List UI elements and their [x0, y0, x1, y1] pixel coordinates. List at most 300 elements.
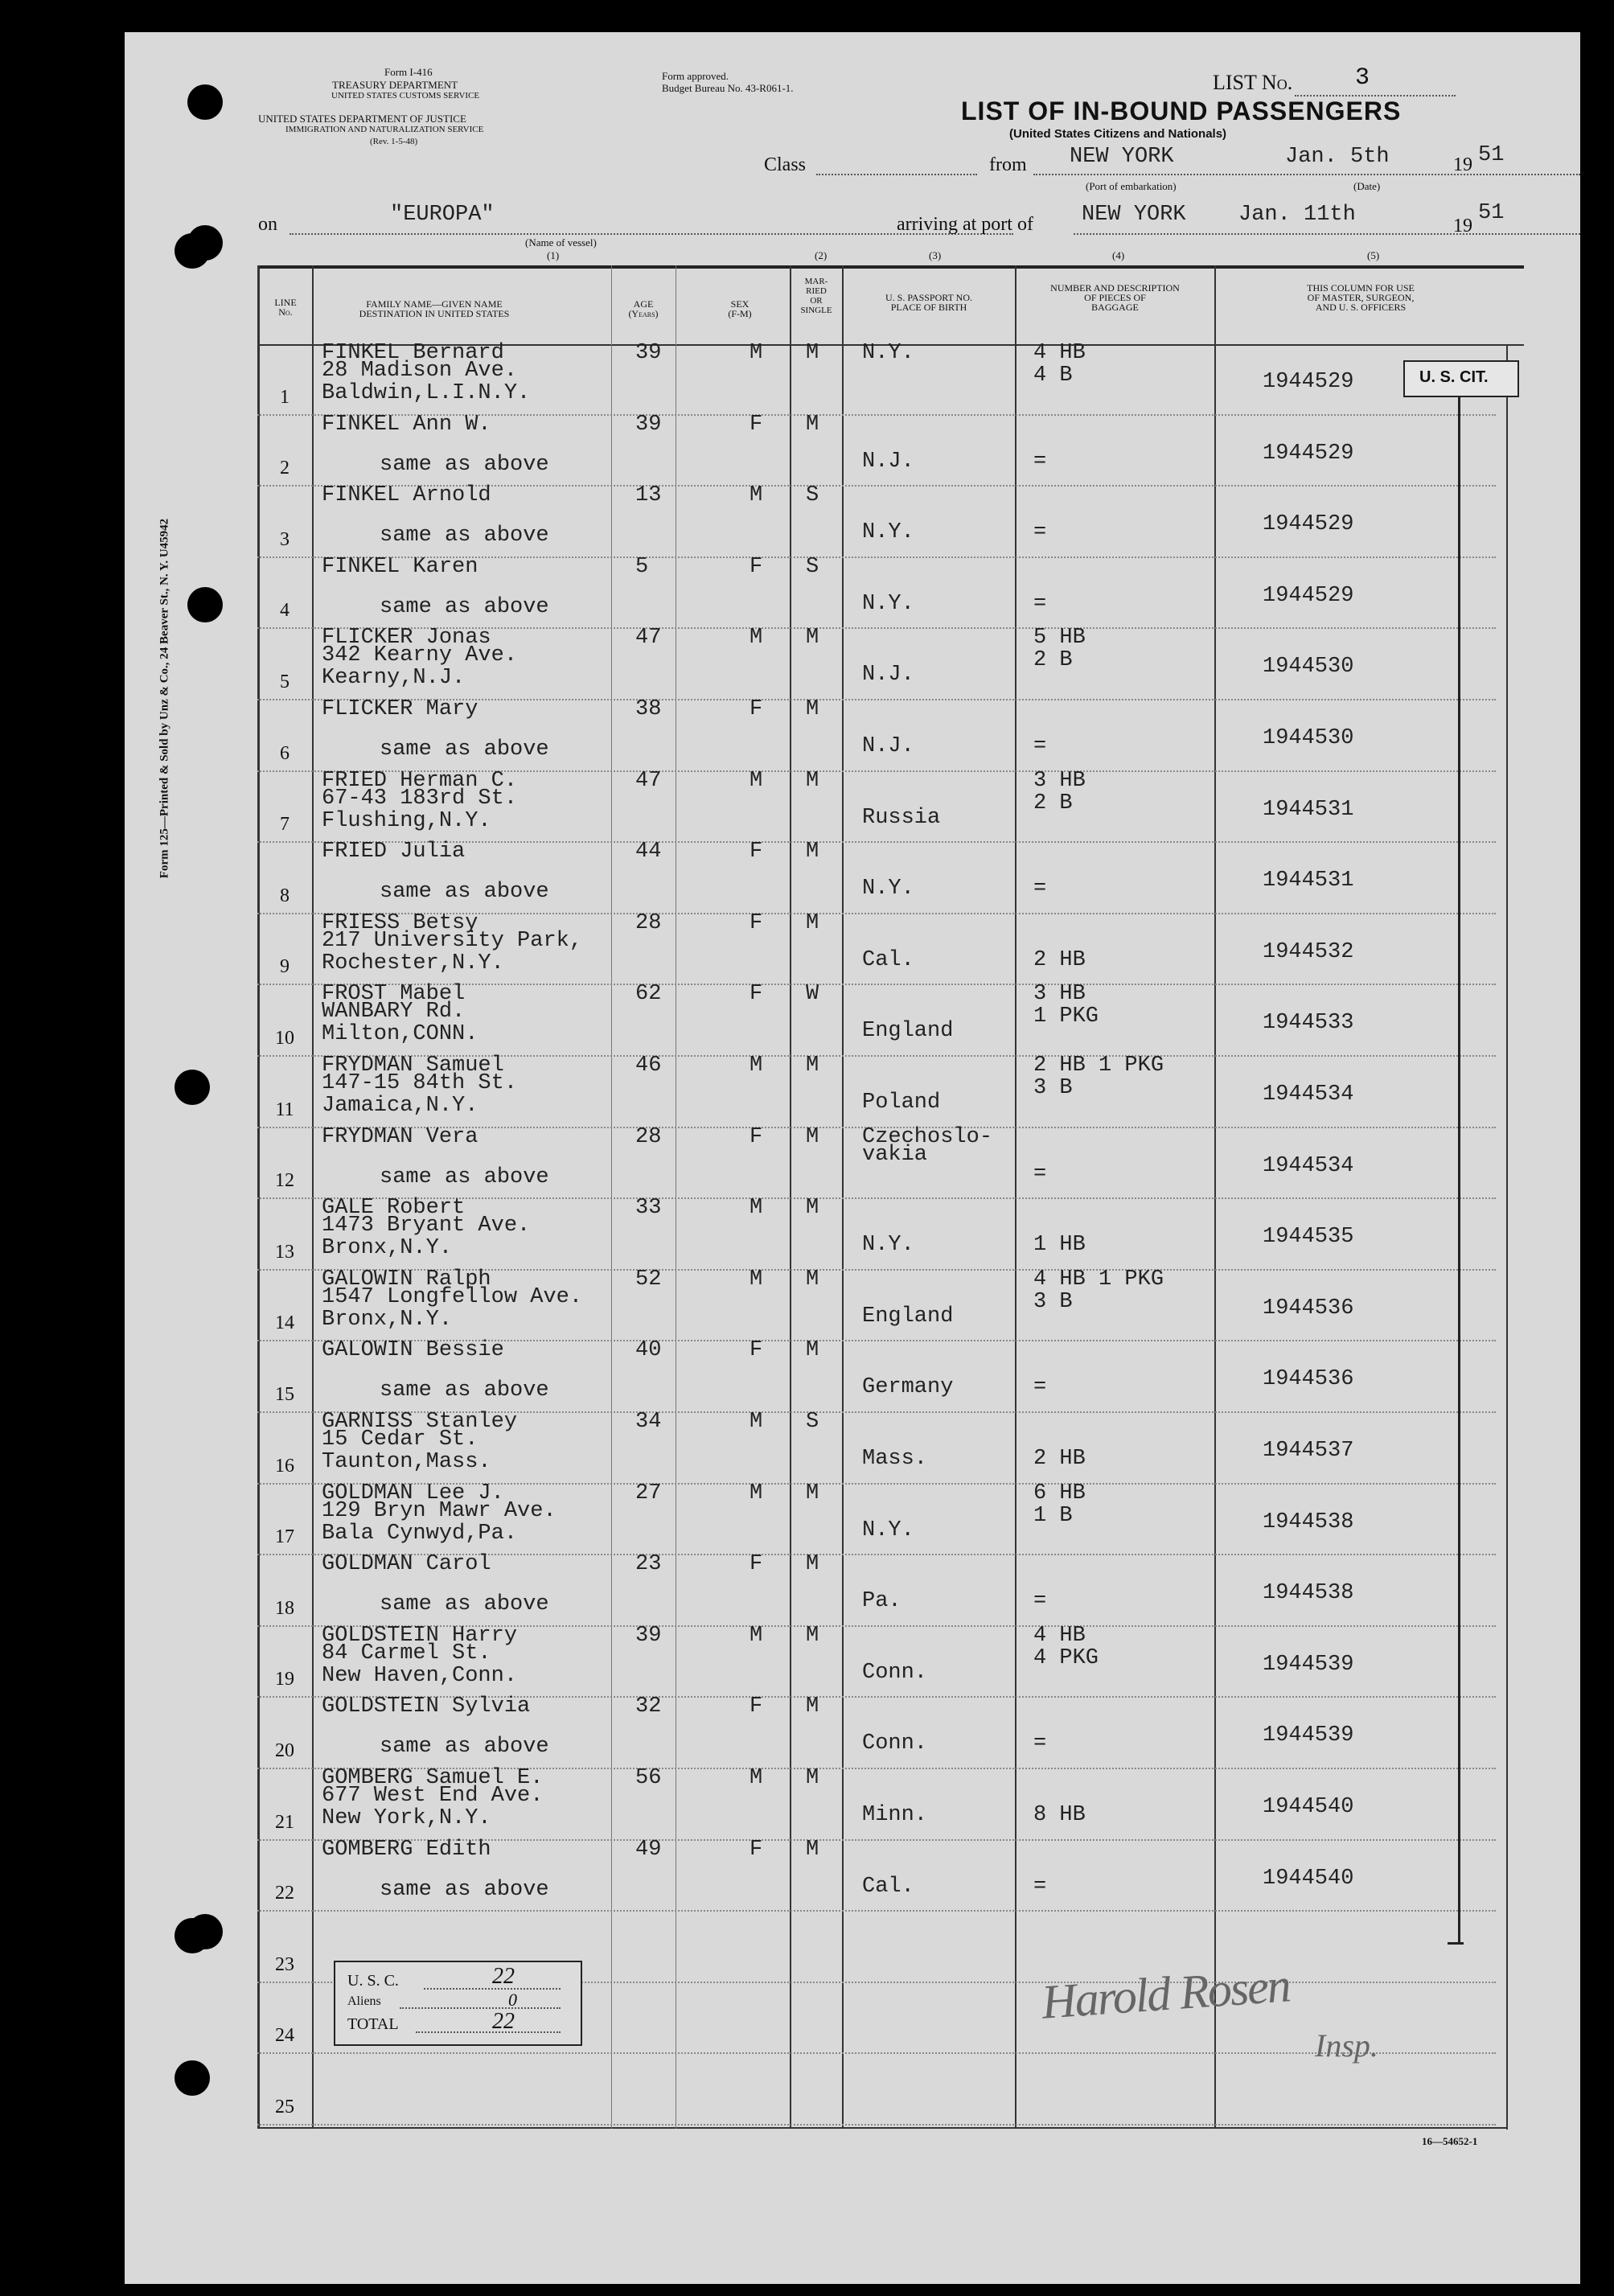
age-value: 27: [635, 1481, 662, 1505]
sex-value: M: [750, 1410, 763, 1434]
col-header-sex: SEX (F-M): [728, 298, 752, 319]
marital-value: M: [806, 768, 819, 793]
passenger-name: FRIED Herman C.: [322, 768, 518, 793]
inspector-title: Insp.: [1315, 2027, 1378, 2064]
table-row: [257, 341, 1508, 417]
officer-number: 1944537: [1263, 1439, 1354, 1463]
aliens-count: 0: [508, 1990, 517, 2010]
marital-value: M: [806, 1623, 819, 1648]
address-city: same as above: [380, 452, 549, 477]
address-city: same as above: [380, 1378, 549, 1403]
col-header-line-no: LINE No.: [274, 297, 297, 318]
officer-number: 1944534: [1263, 1153, 1354, 1178]
vessel-name: "EUROPA": [390, 203, 495, 227]
line-number: 11: [275, 1099, 294, 1120]
baggage-line-1: 4 HB: [1033, 1623, 1086, 1648]
us-cit-bracket: [1458, 396, 1460, 1944]
address-city: Taunton,Mass.: [322, 1450, 491, 1474]
birthplace-value-2: Germany: [862, 1375, 954, 1400]
passenger-name: FLICKER Jonas: [322, 626, 491, 651]
birthplace-value-2: Minn.: [862, 1803, 928, 1827]
baggage-line-2: =: [1033, 449, 1047, 474]
col-ref-4: (4): [1112, 249, 1125, 261]
line-number: 15: [275, 1383, 294, 1405]
birthplace-value-2: England: [862, 1304, 954, 1329]
us-cit-stamp-text: U. S. CIT.: [1419, 368, 1489, 386]
sex-value: M: [750, 1766, 763, 1790]
table-row: [257, 1837, 1508, 1914]
baggage-line-2: 4 PKG: [1033, 1645, 1099, 1670]
passenger-name: FRIESS Betsy: [322, 910, 478, 935]
table-row: [257, 1267, 1508, 1344]
footer-code: 16—54652-1: [1422, 2135, 1478, 2147]
officer-number: 1944536: [1263, 1367, 1354, 1392]
officer-number: 1944534: [1263, 1082, 1354, 1107]
baggage-line-1: 4 HB 1 PKG: [1033, 1267, 1164, 1292]
from-port: NEW YORK: [1070, 145, 1174, 169]
line-number: 10: [275, 1027, 294, 1049]
passenger-name: GOLDSTEIN Harry: [322, 1623, 518, 1648]
sex-value: F: [750, 554, 763, 579]
revision: (Rev. 1-5-48): [370, 137, 418, 146]
age-value: 13: [635, 483, 662, 508]
age-value: 40: [635, 1338, 662, 1363]
passenger-rows: [257, 341, 1508, 2127]
table-row: [257, 1338, 1508, 1415]
baggage-line-2: 1 B: [1033, 1503, 1073, 1528]
col-header-age: AGE (Years): [628, 298, 659, 319]
age-value: 39: [635, 1623, 662, 1648]
marital-value: M: [806, 1196, 819, 1221]
birthplace-value-2: Cal.: [862, 1874, 914, 1899]
arrival-line: [1074, 233, 1580, 235]
passenger-name: FINKEL Karen: [322, 554, 478, 579]
officer-number: 1944533: [1263, 1011, 1354, 1036]
arrival-year: 51: [1478, 201, 1505, 225]
arrival-year-prefix: 19: [1453, 216, 1472, 236]
baggage-line-1: 3 HB: [1033, 982, 1086, 1007]
baggage-line-2: 2 HB: [1033, 1447, 1086, 1471]
row-divider: [257, 2124, 1496, 2126]
col-header-passport: U. S. PASSPORT NO. PLACE OF BIRTH: [885, 292, 972, 313]
sex-value: F: [750, 1552, 763, 1577]
officer-number: 1944536: [1263, 1296, 1354, 1321]
sex-value: M: [750, 626, 763, 651]
table-row: [257, 1124, 1508, 1201]
passenger-name: FINKEL Ann W.: [322, 412, 491, 437]
officer-number: 1944538: [1263, 1509, 1354, 1534]
officer-number: 1944539: [1263, 1652, 1354, 1677]
passenger-name: GALE Robert: [322, 1196, 466, 1221]
passenger-name: FRYDMAN Samuel: [322, 1054, 504, 1078]
table-row: [257, 1766, 1508, 1842]
arrival-date: Jan. 11th: [1238, 203, 1356, 227]
address-city: same as above: [380, 737, 549, 762]
passenger-name: FINKEL Bernard: [322, 341, 504, 365]
baggage-line-2: =: [1033, 877, 1047, 902]
punch-hole: [187, 225, 223, 261]
marital-value: W: [806, 982, 819, 1007]
birthplace-value-2: N.Y.: [862, 591, 914, 616]
marital-value: M: [806, 412, 819, 437]
address-city: same as above: [380, 524, 549, 548]
marital-value: M: [806, 1552, 819, 1577]
punch-hole: [187, 84, 223, 120]
line-number: 13: [275, 1241, 294, 1263]
port-embark-caption: (Port of embarkation): [1086, 180, 1177, 192]
table-row: [257, 768, 1508, 845]
sex-value: M: [750, 1623, 763, 1648]
punch-hole: [175, 1070, 210, 1105]
address-city: Baldwin,L.I.N.Y.: [322, 381, 531, 405]
officer-number: 1944530: [1263, 726, 1354, 750]
col-ref-3: (3): [929, 249, 942, 261]
col-header-baggage: NUMBER AND DESCRIPTION OF PIECES OF BAGGAGE: [1050, 282, 1180, 313]
manifest-table: [257, 265, 1520, 2129]
marital-value: M: [806, 1054, 819, 1078]
line-number: 24: [275, 2025, 294, 2047]
marital-value: M: [806, 1766, 819, 1790]
col-ref-2: (2): [815, 249, 828, 261]
passenger-name: FLICKER Mary: [322, 697, 478, 721]
sex-value: F: [750, 840, 763, 865]
birthplace-value-2: Conn.: [862, 1660, 928, 1685]
passenger-name: GALOWIN Ralph: [322, 1267, 491, 1292]
line-number: 21: [275, 1811, 294, 1833]
officer-number: 1944540: [1263, 1866, 1354, 1891]
officer-number: 1944530: [1263, 655, 1354, 680]
age-value: 33: [635, 1196, 662, 1221]
address-city: New York,N.Y.: [322, 1806, 491, 1830]
address-city: same as above: [380, 594, 549, 619]
manifest-subtitle: (United States Citizens and Nationals): [1009, 127, 1227, 141]
baggage-line-2: 2 B: [1033, 791, 1073, 815]
address-city: Bronx,N.Y.: [322, 1236, 453, 1261]
line-number: 8: [280, 885, 290, 906]
sex-value: M: [750, 1196, 763, 1221]
birthplace-value-2: N.J.: [862, 734, 914, 758]
customs-service: UNITED STATES CUSTOMS SERVICE: [331, 91, 480, 101]
birthplace-value: Czechoslo-: [862, 1124, 993, 1149]
totals-box: [334, 1961, 582, 2046]
address-city: same as above: [380, 1877, 549, 1902]
age-value: 56: [635, 1766, 662, 1790]
passenger-name: GOLDMAN Carol: [322, 1552, 491, 1577]
line-number: 4: [280, 600, 290, 622]
table-row: [257, 1196, 1508, 1272]
sex-value: M: [750, 341, 763, 365]
sex-value: F: [750, 1338, 763, 1363]
on-label: on: [258, 214, 277, 235]
baggage-line-2: =: [1033, 1731, 1047, 1756]
from-date: Jan. 5th: [1285, 145, 1390, 169]
class-line: [816, 174, 977, 175]
table-row: [257, 626, 1508, 702]
baggage-line-1: 6 HB: [1033, 1481, 1086, 1505]
total-count: 22: [492, 2009, 515, 2034]
baggage-line-2: 3 B: [1033, 1076, 1073, 1100]
manifest-page: [125, 32, 1580, 2284]
officer-number: 1944539: [1263, 1723, 1354, 1748]
form-approved: Form approved.: [662, 70, 729, 82]
marital-value: M: [806, 341, 819, 365]
address-city: Jamaica,N.Y.: [322, 1094, 478, 1118]
sex-value: F: [750, 982, 763, 1007]
table-row: [257, 1054, 1508, 1130]
address-city: New Haven,Conn.: [322, 1663, 518, 1688]
passenger-name: GOLDMAN Lee J.: [322, 1481, 504, 1505]
baggage-line-2: =: [1033, 1161, 1047, 1186]
marital-value: M: [806, 1694, 819, 1719]
address-street: 67-43 183rd St.: [322, 786, 518, 811]
address-street: 28 Madison Ave.: [322, 359, 518, 383]
age-value: 39: [635, 341, 662, 365]
baggage-line-2: =: [1033, 1375, 1047, 1400]
passenger-name: GOMBERG Samuel E.: [322, 1766, 544, 1790]
age-value: 39: [635, 412, 662, 437]
marital-value: M: [806, 1267, 819, 1292]
address-city: Bronx,N.Y.: [322, 1307, 453, 1332]
age-value: 38: [635, 697, 662, 721]
address-city: same as above: [380, 1164, 549, 1189]
address-city: Bala Cynwyd,Pa.: [322, 1521, 518, 1546]
justice-dept: UNITED STATES DEPARTMENT OF JUSTICE: [258, 113, 466, 125]
passenger-name: GOLDSTEIN Sylvia: [322, 1694, 531, 1719]
address-street: 677 West End Ave.: [322, 1784, 544, 1808]
passenger-name: FRYDMAN Vera: [322, 1124, 478, 1149]
table-row: [257, 910, 1508, 988]
table-row: [257, 1552, 1508, 1629]
table-row: [257, 483, 1508, 560]
birthplace-value-2: England: [862, 1019, 954, 1044]
list-no-value: 3: [1355, 64, 1370, 92]
table-top-border: [257, 265, 1524, 269]
treasury-dept: TREASURY DEPARTMENT: [332, 79, 458, 91]
form-number: Form I-416: [384, 66, 433, 78]
marital-value: M: [806, 910, 819, 935]
baggage-line-2: 4 B: [1033, 363, 1073, 388]
table-row: [257, 1694, 1508, 1771]
birthplace-value-2: Russia: [862, 805, 941, 830]
col-header-officers: THIS COLUMN FOR USE OF MASTER, SURGEON, AND U. S. OFFICERS: [1307, 282, 1415, 313]
officer-number: 1944535: [1263, 1225, 1354, 1250]
age-value: 62: [635, 982, 662, 1007]
baggage-line-1: 3 HB: [1033, 768, 1086, 793]
row-divider: [257, 1910, 1496, 1912]
line-number: 12: [275, 1170, 294, 1192]
age-value: 28: [635, 910, 662, 935]
table-row: [257, 1481, 1508, 1558]
sex-value: F: [750, 1837, 763, 1862]
manifest-title: LIST OF IN-BOUND PASSENGERS: [961, 97, 1402, 125]
line-number: 6: [280, 742, 290, 764]
sex-value: F: [750, 1124, 763, 1149]
table-row: [257, 554, 1508, 631]
birthplace-value-2: vakia: [862, 1142, 928, 1167]
arrival-port: NEW YORK: [1082, 203, 1186, 227]
officer-number: 1944529: [1263, 370, 1354, 394]
table-row: [257, 412, 1508, 489]
age-value: 47: [635, 626, 662, 651]
address-street: WANBARY Rd.: [322, 1000, 466, 1025]
col-header-name: FAMILY NAME—GIVEN NAME DESTINATION IN UNITED STATES: [359, 298, 510, 319]
address-street: 84 Carmel St.: [322, 1641, 491, 1666]
age-value: 44: [635, 840, 662, 865]
marital-value: M: [806, 840, 819, 865]
address-street: 147-15 84th St.: [322, 1071, 518, 1095]
baggage-line-2: 3 B: [1033, 1289, 1073, 1314]
line-number: 25: [275, 2096, 294, 2117]
table-row: [257, 697, 1508, 774]
total-line: [416, 2031, 561, 2033]
marital-value: M: [806, 1124, 819, 1149]
line-number: 3: [280, 528, 290, 550]
side-printer-text: Form 125—Printed & Sold by Unz & Co., 24 Beaver St., N. Y. U45942: [158, 518, 171, 879]
line-number: 9: [280, 956, 290, 978]
table-row: [257, 1410, 1508, 1486]
birthplace-value-2: N.Y.: [862, 520, 914, 545]
officer-number: 1944532: [1263, 939, 1354, 964]
line-number: 18: [275, 1597, 294, 1619]
baggage-line-1: 2 HB 1 PKG: [1033, 1054, 1164, 1078]
line-number: 19: [275, 1669, 294, 1690]
birthplace-value-2: N.J.: [862, 449, 914, 474]
birthplace-value-2: N.Y.: [862, 1233, 914, 1258]
line-number: 20: [275, 1739, 294, 1761]
baggage-line-2: 2 B: [1033, 648, 1073, 673]
line-number: 17: [275, 1526, 294, 1548]
address-city: same as above: [380, 1735, 549, 1760]
col-ref-5: (5): [1367, 249, 1380, 261]
officer-number: 1944538: [1263, 1581, 1354, 1606]
sex-value: F: [750, 1694, 763, 1719]
baggage-line-2: =: [1033, 591, 1047, 616]
passenger-name: FROST Mabel: [322, 982, 466, 1007]
marital-value: M: [806, 1481, 819, 1505]
birthplace-value-2: N.J.: [862, 663, 914, 688]
sex-value: M: [750, 483, 763, 508]
from-year: 51: [1478, 143, 1505, 167]
address-city: same as above: [380, 1592, 549, 1617]
table-row: [257, 982, 1508, 1058]
birthplace-value-2: N.Y.: [862, 877, 914, 902]
baggage-line-2: =: [1033, 1589, 1047, 1614]
officer-number: 1944531: [1263, 869, 1354, 893]
us-cit-stamp: [1403, 360, 1519, 397]
passenger-name: GOMBERG Edith: [322, 1837, 491, 1862]
table-bottom-border: [257, 2127, 1508, 2129]
marital-value: S: [806, 554, 819, 579]
baggage-line-2: 8 HB: [1033, 1803, 1086, 1827]
age-value: 5: [635, 554, 649, 579]
passenger-name: FINKEL Arnold: [322, 483, 491, 508]
year-prefix: 19: [1453, 154, 1472, 175]
total-label: TOTAL: [347, 2015, 399, 2033]
sex-value: M: [750, 768, 763, 793]
line-number: 22: [275, 1883, 294, 1904]
baggage-line-2: =: [1033, 520, 1047, 545]
birthplace-value-2: Cal.: [862, 947, 914, 972]
passenger-name: GALOWIN Bessie: [322, 1338, 504, 1363]
line-number: 14: [275, 1312, 294, 1334]
vessel-caption: (Name of vessel): [525, 236, 597, 248]
list-no-label: LIST No.: [1213, 71, 1293, 94]
col-ref-1: (1): [547, 249, 560, 261]
usc-count: 22: [492, 1964, 515, 1989]
class-label: Class: [764, 154, 807, 175]
baggage-line-2: 2 HB: [1033, 947, 1086, 972]
baggage-line-2: 1 HB: [1033, 1233, 1086, 1258]
line-number: 7: [280, 814, 290, 836]
sex-value: F: [750, 412, 763, 437]
from-line: [1033, 174, 1580, 175]
age-value: 49: [635, 1837, 662, 1862]
aliens-line: [400, 2007, 561, 2009]
line-number: 1: [280, 386, 290, 408]
line-number: 2: [280, 458, 290, 479]
baggage-line-2: =: [1033, 1874, 1047, 1899]
baggage-line-1: 5 HB: [1033, 626, 1086, 651]
passenger-name: GARNISS Stanley: [322, 1410, 518, 1434]
marital-value: S: [806, 1410, 819, 1434]
age-value: 52: [635, 1267, 662, 1292]
ins-service: IMMIGRATION AND NATURALIZATION SERVICE: [285, 125, 484, 134]
sex-value: F: [750, 697, 763, 721]
punch-hole: [175, 2060, 210, 2096]
sex-value: M: [750, 1267, 763, 1292]
address-city: Milton,CONN.: [322, 1022, 478, 1047]
address-street: 1547 Longfellow Ave.: [322, 1284, 583, 1309]
officer-number: 1944531: [1263, 797, 1354, 822]
address-street: 15 Cedar St.: [322, 1427, 478, 1452]
from-label: from: [989, 154, 1027, 175]
age-value: 32: [635, 1694, 662, 1719]
age-value: 34: [635, 1410, 662, 1434]
birthplace-value-2: Conn.: [862, 1731, 928, 1756]
budget-bureau: Budget Bureau No. 43-R061-1.: [662, 82, 794, 94]
punch-hole: [187, 587, 223, 622]
address-city: same as above: [380, 880, 549, 905]
line-number: 23: [275, 1953, 294, 1975]
arriving-label: arriving at port of: [897, 214, 1033, 235]
officer-number: 1944529: [1263, 441, 1354, 466]
col-header-married: MAR- RIED OR SINGLE: [800, 277, 832, 315]
birthplace-value-2: Mass.: [862, 1447, 928, 1471]
birthplace-value-2: N.Y.: [862, 1518, 914, 1542]
birthplace-value: N.Y.: [862, 341, 914, 365]
punch-hole: [175, 1918, 210, 1953]
date-caption: (Date): [1353, 180, 1381, 192]
baggage-line-1: 4 HB: [1033, 341, 1086, 365]
address-street: 217 University Park,: [322, 928, 583, 953]
table-row: [257, 1623, 1508, 1700]
passenger-name: FRIED Julia: [322, 840, 466, 865]
marital-value: M: [806, 626, 819, 651]
address-street: 129 Bryn Mawr Ave.: [322, 1498, 556, 1523]
sex-value: M: [750, 1481, 763, 1505]
address-city: Rochester,N.Y.: [322, 951, 504, 975]
inspector-signature: Harold Rosen: [1040, 1958, 1292, 2029]
age-value: 23: [635, 1552, 662, 1577]
baggage-line-2: =: [1033, 734, 1047, 758]
officer-number: 1944529: [1263, 512, 1354, 537]
table-row: [257, 840, 1508, 916]
birthplace-value-2: Poland: [862, 1090, 941, 1115]
sex-value: M: [750, 1054, 763, 1078]
us-cit-bracket-end: [1448, 1942, 1464, 1945]
address-street: 1473 Bryant Ave.: [322, 1214, 531, 1238]
baggage-line-2: 1 PKG: [1033, 1004, 1099, 1029]
